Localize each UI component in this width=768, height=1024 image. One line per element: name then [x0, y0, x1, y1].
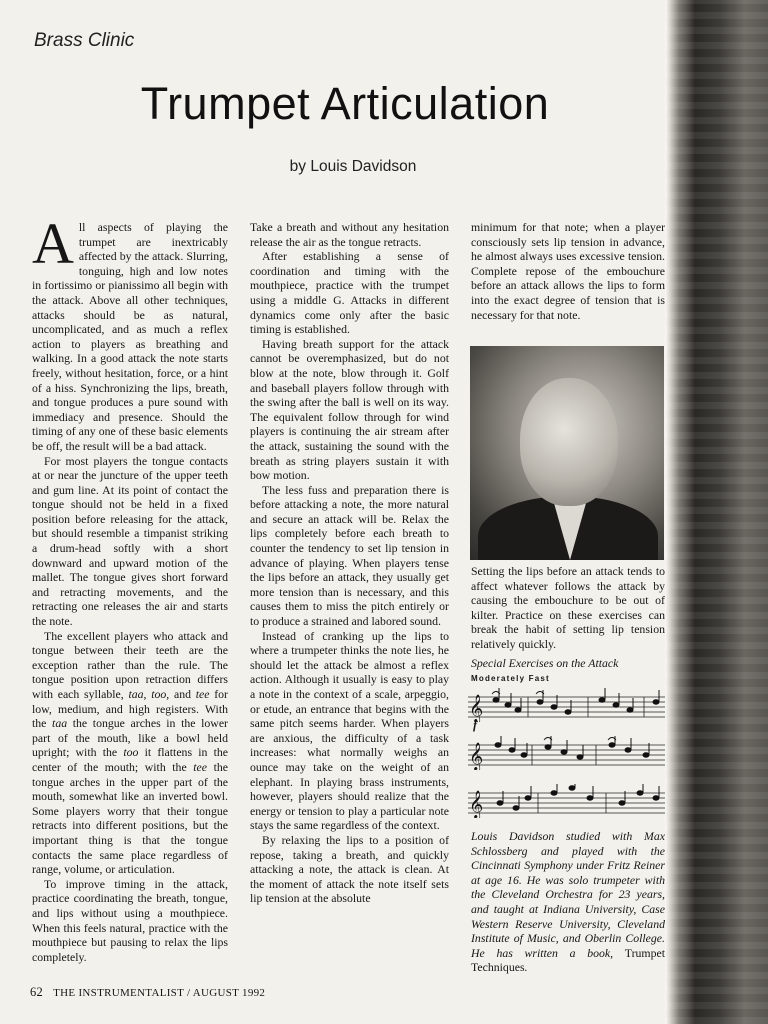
music-staff-3	[468, 784, 666, 818]
page-footer	[30, 985, 265, 1000]
paragraph: Instead of cranking up the lips to where a trumpeter thinks the note lies, he should let the attack be almost a reflex action. Although it usually is easy to play a note in the context of a scale, arpeggio, or etude, an entrance that begins with the same pitch seems harder. When players are anxious, the difficulty of a task increases: what normally weighs an ounce may take on the weight of an elephant. In playing brass instruments, however, players should realize that the energy or tension to play a particular note stays the same regardless of the context.	[250, 628, 449, 833]
paragraph: Take a breath and without any hesitation release the air as the tongue retracts.	[250, 220, 449, 249]
exercise-title: Special Exercises on the Attack	[471, 656, 619, 670]
publication-line: THE INSTRUMENTALIST / AUGUST 1992	[53, 987, 266, 999]
music-staff-1	[468, 688, 666, 722]
portrait-head	[520, 378, 618, 506]
svg-text:𝄞: 𝄞	[469, 790, 484, 818]
column-3	[471, 220, 665, 338]
paragraph: By relaxing the lips to a position of repose, taking a breath, and quickly attacking a note, the attack is clean. At the moment of attack the note itself sets lip tension at the absolute	[250, 832, 449, 906]
paragraph: All aspects of playing the trumpet are inextricably affected by the attack. Slurring, tonguing, high and low notes in fortissimo or pianissimo all begin with the attack. Above all other techniques, attacks should be as natural, uncomplicated, and as much a reflex action to players as breathing and walking. In a good attack the note starts freely, without hesitation, force, or a hint of a hiss. Synchronizing the lips, breath, and tongue produces a pure sound with immediacy and presence. Should the timing of any one of these basic elements be off, the result will be a bad attack.	[32, 220, 228, 453]
column-2	[250, 220, 449, 984]
tempo-marking: Moderately Fast	[471, 674, 550, 683]
facing-page-edge	[665, 0, 768, 1024]
svg-text:𝄞: 𝄞	[469, 742, 484, 770]
paragraph: For most players the tongue contacts at or near the juncture of the upper teeth and gum line. At its point of contact the tongue should not be held in a fixed position before releasing for the attack, but should resemble a timpanist striking a drum-head softly with a short downward and upward motion of the mallet. The tongue gives short forward and retracting movements, and the retracting one releases the air and starts the note.	[32, 453, 228, 629]
paragraph: To improve timing in the attack, practice coordinating the breath, tongue, and lips without using a mouthpiece. When this feels natural, practice with the mouthpiece but pausing to relax the lips completely.	[32, 876, 228, 964]
svg-text:𝄞: 𝄞	[469, 694, 484, 722]
photo-caption: Setting the lips before an attack tends to affect whatever follows the attack by causing the embouchure to be out of kilter. Practice on these exercises can break the habit of setting lip tension relatively quickly.	[471, 564, 665, 651]
byline: by Louis Davidson	[289, 158, 417, 175]
page-number: 62	[30, 985, 44, 999]
author-bio: Louis Davidson studied with Max Schlossberg and played with the Cincinnati Symphony under Fritz Reiner at age 16. He was solo trumpeter with the Cleveland Orchestra for 23 years, and taught at Indiana University, Case Western Reserve University, Cleveland Institute of Music, and Oberlin College. He has written a book, Trumpet Techniques.	[471, 829, 665, 975]
book-title: Trumpet Techniques	[471, 945, 665, 975]
author-portrait-photo	[470, 346, 664, 560]
article-title: Trumpet Articulation	[140, 78, 550, 129]
drop-cap: A	[32, 220, 74, 276]
paragraph: The excellent players who attack and tongue between their teeth are the exception rather than the rule. The tongue position upon retraction differs with each syllable, taa, too, and tee for low, medium, and high registers. With the taa the tongue arches in the lower part of the mouth, like a bowl held upright; with the too it flattens in the center of the mouth; with the tee the tongue arches in the upper part of the mouth, somewhat like an inverted bowl. Some players worry that their tongue retracts into different positions, but the important thing is that the tongue contacts the same place regardless of range, volume, or articulation.	[32, 628, 228, 877]
music-staff-2	[468, 736, 666, 770]
paragraph: Having breath support for the attack cannot be overemphasized, but do not blow at the note, blow through it. Golf and baseball players follow through with the swing after the ball is well on its way. The equivalent follow through for wind players is continuing the air stream after the attack, sustaining the sound with the breath as string players sustain it with bow motion.	[250, 336, 449, 483]
dynamic-marking: f	[473, 718, 477, 732]
section-label: Brass Clinic	[34, 30, 135, 51]
paragraph: After establishing a sense of coordination and timing with the mouthpiece, practice with the trumpet using a middle G. Attacks in different dynamics come only after the basic timing is established.	[250, 249, 449, 337]
paragraph: The less fuss and preparation there is before attacking a note, the more natural and secure an attack will be. Relax the lips completely before each breath to counter the tendency to set lip tension in advance of playing. When players tense the lips before an attack, they usually get more tension than is necessary, and this causes them to miss the pitch entirely or to produce a strained and labored sound.	[250, 482, 449, 629]
column-1	[32, 220, 228, 984]
paragraph: minimum for that note; when a player consciously sets lip tension in advance, he almost always uses excessive tension. Complete repose of the embouchure before an attack allows the lips to form into the exact degree of tension that is necessary for that note.	[471, 220, 665, 322]
